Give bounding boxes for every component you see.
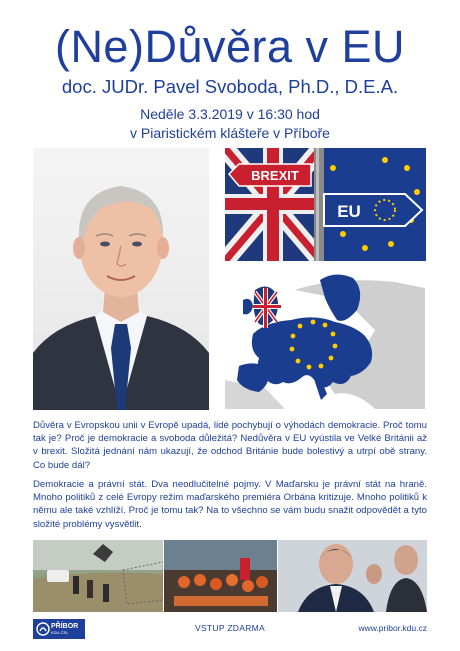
brexit-signpost-image <box>225 148 426 261</box>
website-link[interactable]: www.pribor.kdu.cz <box>358 623 427 633</box>
logo-subtext: KDU-ČSL <box>51 630 69 635</box>
photo-refugees-boat <box>164 540 277 612</box>
speaker-name: doc. JUDr. Pavel Svoboda, Ph.D., D.E.A. <box>61 76 399 97</box>
photo-border-fence <box>33 540 163 612</box>
free-entry-label: VSTUP ZDARMA <box>194 623 266 633</box>
eu-sign-label: EU <box>337 202 361 221</box>
brexit-sign-label: BREXIT <box>251 168 299 183</box>
event-details <box>0 105 460 143</box>
kdu-csl-logo <box>33 619 85 639</box>
poster-title: (Ne)Důvěra v EU <box>54 21 406 72</box>
body-paragraph-brexit: Důvěra v Evropskou unii v Evropě upadá, lidé pochybují o výhodách demokracie. Proč tomu tak je? Proč je demokracie a svoboda důležitá? Nedůvěra v EU vyústila ve Velké Británii až v brexit. Složitá jednání nám ukazují, že odchod Británie bude bolestivý a utrpí obě strany. Co bude dál? <box>33 420 427 471</box>
logo-text: PŘÍBOR <box>51 623 79 630</box>
speaker-photo <box>33 148 209 410</box>
body-paragraph-rule-of-law: Demokracie a právní stát. Dva neodlučitelné pojmy. V Maďarsku je právní stát na hraně. Mnoho politiků z celé Evropy režim maďarského premiéra Orbána kritizuje. Mnoho politiků k němu ale také vzhlíží. Proč je tomu tak? Na to všechno se vám budu snažit odpovědět a tyto složité problémy vysvětlit. <box>33 479 427 530</box>
kdu-logo-icon <box>36 622 50 636</box>
eu-map-image <box>225 270 426 409</box>
photo-orban <box>278 540 427 612</box>
event-date: Neděle 3.3.2019 v 16:30 hod <box>140 106 320 122</box>
event-place: v Piaristickém klášteře v Příboře <box>130 125 330 141</box>
